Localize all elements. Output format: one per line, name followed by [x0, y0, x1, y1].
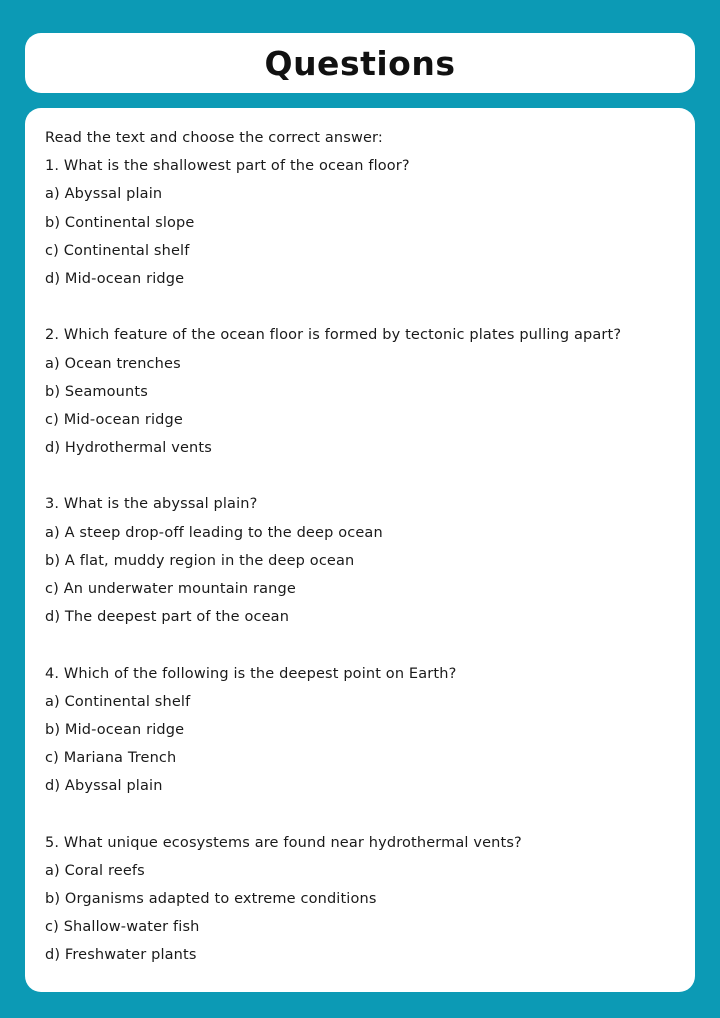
question-block-3	[45, 490, 675, 631]
question-block-1	[45, 152, 675, 293]
question-text: 1. What is the shallowest part of the ocean floor?	[45, 158, 410, 175]
question-text: 4. Which of the following is the deepest point on Earth?	[45, 665, 457, 682]
answer-option[interactable]: d) Freshwater plants	[45, 947, 197, 964]
page-title: Questions	[264, 43, 456, 83]
answer-option[interactable]: d) Hydrothermal vents	[45, 440, 212, 457]
answer-option[interactable]: c) Continental shelf	[45, 242, 190, 259]
instructions-text: Read the text and choose the correct answer:	[45, 130, 383, 146]
question-block-2	[45, 321, 675, 462]
answer-option[interactable]: c) Mariana Trench	[45, 750, 177, 767]
answer-option[interactable]: c) Shallow-water fish	[45, 919, 200, 936]
title-card	[25, 33, 695, 93]
questions-card	[25, 108, 695, 992]
answer-option[interactable]: b) Continental slope	[45, 214, 195, 231]
answer-option[interactable]: a) Abyssal plain	[45, 186, 163, 203]
answer-option[interactable]: b) Seamounts	[45, 383, 148, 400]
question-text: 5. What unique ecosystems are found near hydrothermal vents?	[45, 834, 522, 851]
answer-option[interactable]: a) Continental shelf	[45, 693, 191, 710]
answer-option[interactable]: d) Abyssal plain	[45, 778, 163, 795]
answer-option[interactable]: c) Mid-ocean ridge	[45, 411, 183, 428]
answer-option[interactable]: b) Organisms adapted to extreme conditions	[45, 891, 377, 908]
answer-option[interactable]: b) A flat, muddy region in the deep ocean	[45, 552, 355, 569]
answer-option[interactable]: a) Ocean trenches	[45, 355, 181, 372]
answer-option[interactable]: d) The deepest part of the ocean	[45, 609, 290, 626]
question-spacer	[45, 462, 675, 490]
question-block-4	[45, 660, 675, 801]
answer-option[interactable]: a) Coral reefs	[45, 862, 145, 879]
question-text: 3. What is the abyssal plain?	[45, 496, 258, 513]
answer-option[interactable]: a) A steep drop-off leading to the deep ocean	[45, 524, 383, 541]
question-block-5	[45, 829, 675, 970]
answer-option[interactable]: c) An underwater mountain range	[45, 581, 296, 597]
answer-option[interactable]: d) Mid-ocean ridge	[45, 270, 185, 287]
question-spacer	[45, 801, 675, 829]
answer-option[interactable]: b) Mid-ocean ridge	[45, 721, 185, 738]
question-spacer	[45, 631, 675, 659]
question-spacer	[45, 293, 675, 321]
question-text: 2. Which feature of the ocean floor is formed by tectonic plates pulling apart?	[45, 327, 622, 344]
